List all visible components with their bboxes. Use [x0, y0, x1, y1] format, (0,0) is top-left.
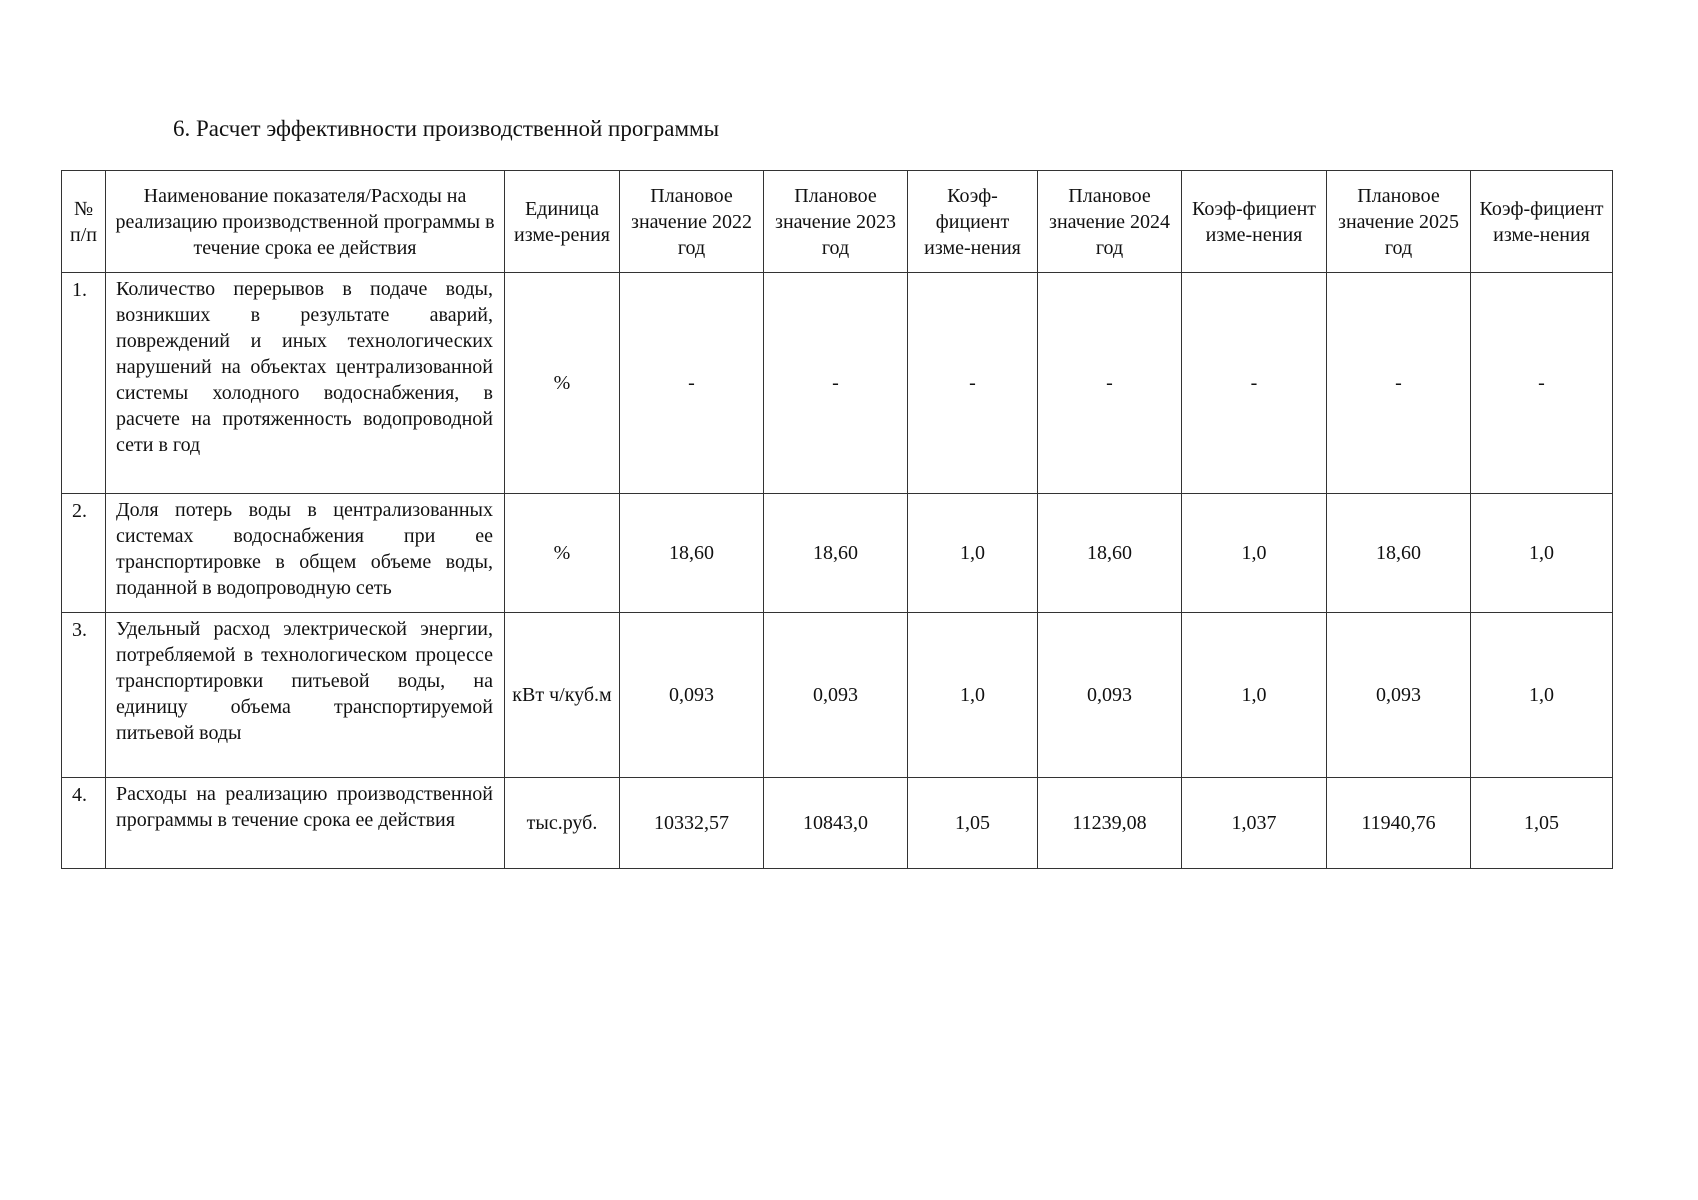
coef-2023-cell: 1,0	[908, 613, 1038, 778]
coef-2023-cell: 1,05	[908, 778, 1038, 869]
plan-2023-cell: -	[764, 273, 908, 494]
unit-cell: %	[505, 273, 620, 494]
coef-2025-cell: -	[1471, 273, 1613, 494]
plan-2024-cell: -	[1038, 273, 1182, 494]
plan-2024-cell: 18,60	[1038, 494, 1182, 613]
plan-2025-cell: 0,093	[1327, 613, 1471, 778]
header-coef-2025: Коэф-фициент изме-нения	[1471, 171, 1613, 273]
header-num: № п/п	[62, 171, 106, 273]
plan-2023-cell: 18,60	[764, 494, 908, 613]
plan-2024-cell: 11239,08	[1038, 778, 1182, 869]
indicator-name: Доля потерь воды в централизованных системах водоснабжения при ее транспортировке в общем объеме воды, поданной в водопроводную сеть	[106, 494, 505, 613]
header-unit: Единица изме-рения	[505, 171, 620, 273]
unit-cell: кВт ч/куб.м	[505, 613, 620, 778]
row-number: 2.	[62, 494, 106, 613]
coef-2024-cell: 1,0	[1182, 494, 1327, 613]
unit-cell: тыс.руб.	[505, 778, 620, 869]
plan-2025-cell: 11940,76	[1327, 778, 1471, 869]
table-row	[62, 494, 1613, 613]
plan-2023-cell: 0,093	[764, 613, 908, 778]
header-plan-2025: Плановое значение 2025 год	[1327, 171, 1471, 273]
plan-2022-cell: 18,60	[620, 494, 764, 613]
indicator-name: Удельный расход электрической энергии, потребляемой в технологическом процессе транспортировки питьевой воды, на единицу объема транспортируемой питьевой воды	[106, 613, 505, 778]
efficiency-table	[61, 170, 1613, 869]
row-number: 3.	[62, 613, 106, 778]
row-number: 4.	[62, 778, 106, 869]
table-row	[62, 613, 1613, 778]
plan-2022-cell: 10332,57	[620, 778, 764, 869]
unit-cell: %	[505, 494, 620, 613]
coef-2025-cell: 1,0	[1471, 613, 1613, 778]
table-header-row	[62, 171, 1613, 273]
header-plan-2023: Плановое значение 2023 год	[764, 171, 908, 273]
header-coef-2024: Коэф-фициент изме-нения	[1182, 171, 1327, 273]
table-row	[62, 273, 1613, 494]
section-title: 6. Расчет эффективности производственной программы	[173, 116, 720, 141]
coef-2024-cell: -	[1182, 273, 1327, 494]
header-plan-2022: Плановое значение 2022 год	[620, 171, 764, 273]
coef-2023-cell: 1,0	[908, 494, 1038, 613]
coef-2024-cell: 1,0	[1182, 613, 1327, 778]
row-number: 1.	[62, 273, 106, 494]
plan-2022-cell: 0,093	[620, 613, 764, 778]
header-name: Наименование показателя/Расходы на реализацию производственной программы в течение срока ее действия	[106, 171, 505, 273]
header-plan-2024: Плановое значение 2024 год	[1038, 171, 1182, 273]
plan-2022-cell: -	[620, 273, 764, 494]
table-row	[62, 778, 1613, 869]
indicator-name: Расходы на реализацию производственной программы в течение срока ее действия	[106, 778, 505, 869]
coef-2024-cell: 1,037	[1182, 778, 1327, 869]
coef-2025-cell: 1,05	[1471, 778, 1613, 869]
plan-2025-cell: -	[1327, 273, 1471, 494]
plan-2023-cell: 10843,0	[764, 778, 908, 869]
plan-2024-cell: 0,093	[1038, 613, 1182, 778]
coef-2025-cell: 1,0	[1471, 494, 1613, 613]
coef-2023-cell: -	[908, 273, 1038, 494]
header-coef-2023: Коэф-фициент изме-нения	[908, 171, 1038, 273]
indicator-name: Количество перерывов в подаче воды, возникших в результате аварий, повреждений и иных технологических нарушений на объектах централизованной системы холодного водоснабжения, в расчете на протяженность водопроводной сети в год	[106, 273, 505, 494]
plan-2025-cell: 18,60	[1327, 494, 1471, 613]
